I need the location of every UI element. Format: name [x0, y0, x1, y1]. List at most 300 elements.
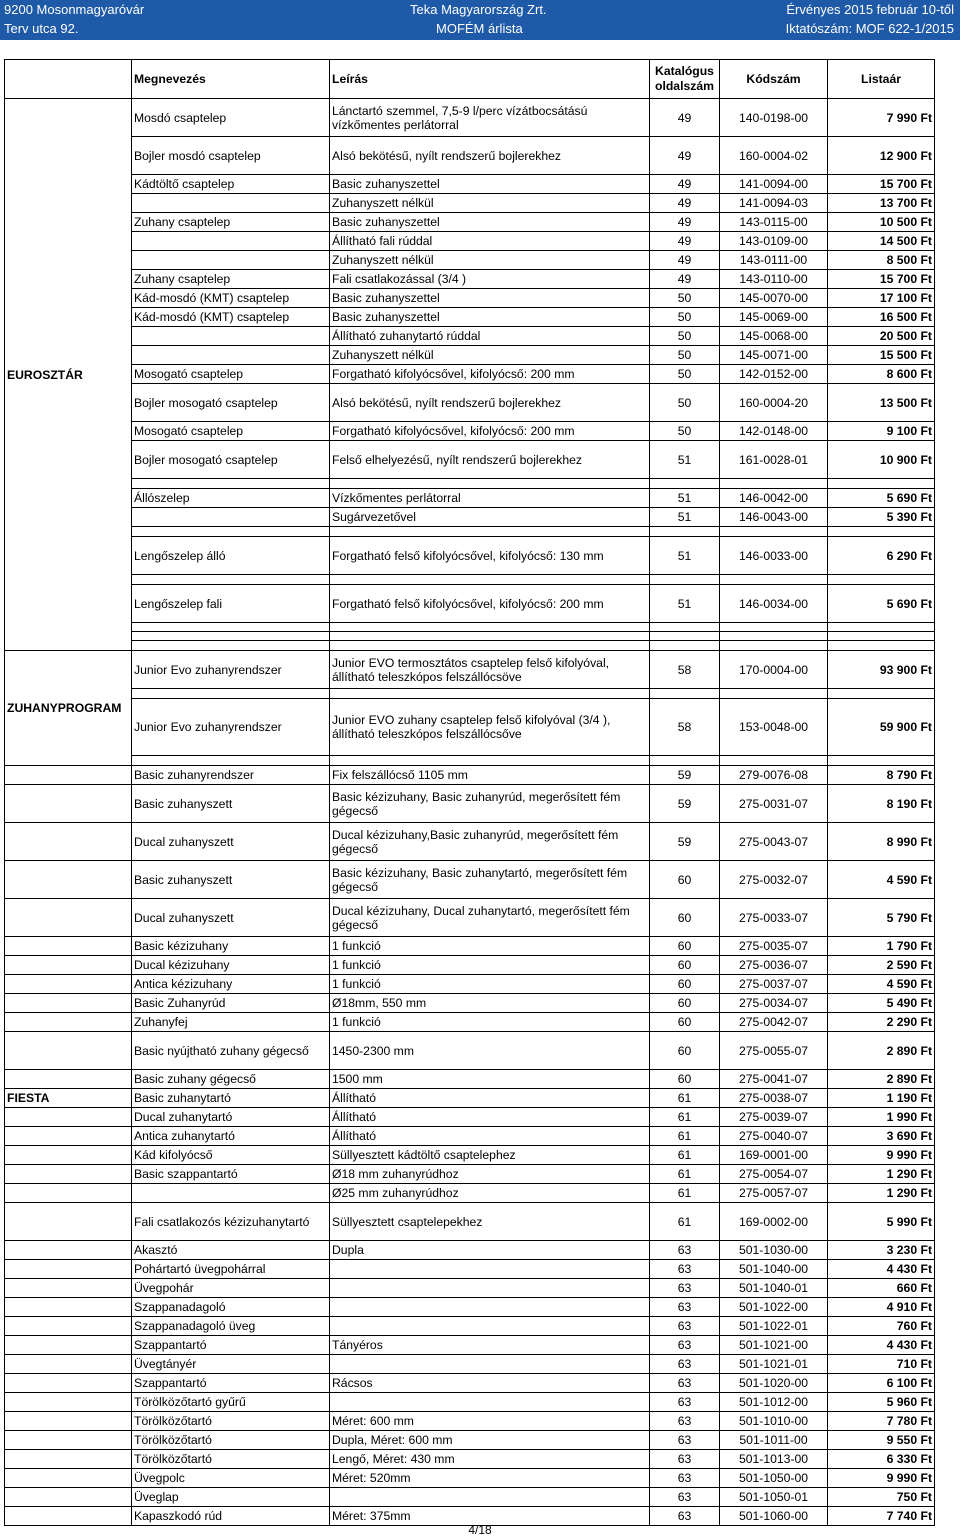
section-cell [5, 1203, 132, 1241]
item-description: Méret: 600 mm [330, 1412, 650, 1431]
list-price: 5 490 Ft [828, 994, 935, 1013]
section-cell [5, 1336, 132, 1355]
list-price: 660 Ft [828, 1279, 935, 1298]
section-cell [5, 899, 132, 937]
catalog-page: 50 [650, 327, 720, 346]
table-row [5, 441, 935, 479]
section-cell [5, 994, 132, 1013]
item-description: Junior EVO zuhany csaptelep felső kifolyóval (3/4 ), állítható teleszkópos felszállócsőve [330, 699, 650, 756]
table-row [5, 937, 935, 956]
catalog-page: 49 [650, 270, 720, 289]
catalog-page [650, 632, 720, 641]
item-name: Üveglap [132, 1488, 330, 1507]
item-name: Zuhanyfej [132, 1013, 330, 1032]
section-cell [5, 1184, 132, 1203]
product-code: 160-0004-20 [720, 384, 828, 422]
item-description: Forgatható felső kifolyócsővel, kifolyócső: 130 mm [330, 537, 650, 575]
table-row [5, 194, 935, 213]
list-price: 1 190 Ft [828, 1089, 935, 1108]
table-row [5, 1165, 935, 1184]
item-description: Állítható [330, 1108, 650, 1127]
catalog-page: 63 [650, 1488, 720, 1507]
product-code: 145-0069-00 [720, 308, 828, 327]
item-name: Állószelep [132, 489, 330, 508]
product-code: 275-0043-07 [720, 823, 828, 861]
table-row [5, 479, 935, 489]
item-name [132, 689, 330, 699]
section-cell [5, 1317, 132, 1336]
section-cell [5, 1412, 132, 1431]
section-label: FIESTA [5, 1089, 132, 1108]
product-code: 142-0148-00 [720, 422, 828, 441]
list-price: 17 100 Ft [828, 289, 935, 308]
section-cell [5, 1374, 132, 1393]
catalog-page [650, 527, 720, 537]
item-name: Basic szappantartó [132, 1165, 330, 1184]
item-name: Ducal zuhanyszett [132, 899, 330, 937]
product-code: 501-1060-00 [720, 1507, 828, 1526]
item-description: Lengő, Méret: 430 mm [330, 1450, 650, 1469]
catalog-page: 63 [650, 1241, 720, 1260]
catalog-page: 60 [650, 899, 720, 937]
table-row [5, 994, 935, 1013]
item-name: Fali csatlakozós kézizuhanytartó [132, 1203, 330, 1241]
item-description: Alsó bekötésű, nyílt rendszerű bojlerekhez [330, 384, 650, 422]
table-row [5, 785, 935, 823]
list-price: 8 600 Ft [828, 365, 935, 384]
item-description: Forgatható felső kifolyócsővel, kifolyócső: 200 mm [330, 585, 650, 623]
table-row [5, 1469, 935, 1488]
reference-number: Iktatószám: MOF 622-1/2015 [785, 21, 954, 36]
catalog-page: 50 [650, 422, 720, 441]
item-name: Bojler mosdó csaptelep [132, 137, 330, 175]
item-description: Zuhanyszett nélkül [330, 251, 650, 270]
product-code: 145-0068-00 [720, 327, 828, 346]
table-row [5, 422, 935, 441]
item-name: Üvegpohár [132, 1279, 330, 1298]
header-list-price: Listaár [828, 60, 935, 99]
product-code: 275-0038-07 [720, 1089, 828, 1108]
product-code: 275-0055-07 [720, 1032, 828, 1070]
company-name: Teka Magyarország Zrt. [410, 2, 547, 17]
catalog-page: 61 [650, 1165, 720, 1184]
catalog-page: 63 [650, 1507, 720, 1526]
table-row [5, 1450, 935, 1469]
item-description: Junior EVO termosztátos csaptelep felső kifolyóval, állítható teleszkópos felszállócsöve [330, 651, 650, 689]
section-label: EUROSZTÁR [5, 99, 132, 651]
catalog-page: 50 [650, 384, 720, 422]
table-row [5, 1298, 935, 1317]
list-price: 15 700 Ft [828, 270, 935, 289]
item-description: 1 funkció [330, 956, 650, 975]
section-cell [5, 1013, 132, 1032]
table-row [5, 308, 935, 327]
item-description [330, 575, 650, 585]
table-row [5, 213, 935, 232]
item-description: 1450-2300 mm [330, 1032, 650, 1070]
catalog-page [650, 575, 720, 585]
table-row [5, 766, 935, 785]
table-row [5, 1203, 935, 1241]
section-cell [5, 956, 132, 975]
table-row [5, 1488, 935, 1507]
product-code: 501-1021-00 [720, 1336, 828, 1355]
table-row [5, 1317, 935, 1336]
table-row [5, 346, 935, 365]
item-name: Lengőszelep álló [132, 537, 330, 575]
catalog-page: 63 [650, 1450, 720, 1469]
table-row [5, 1108, 935, 1127]
catalog-page: 61 [650, 1089, 720, 1108]
list-price: 10 500 Ft [828, 213, 935, 232]
product-code: 169-0001-00 [720, 1146, 828, 1165]
list-price: 7 990 Ft [828, 99, 935, 137]
list-price: 8 790 Ft [828, 766, 935, 785]
product-code: 275-0039-07 [720, 1108, 828, 1127]
table-row [5, 537, 935, 575]
item-description: Basic kézizuhany, Basic zuhanyrúd, megerősített fém gégecső [330, 785, 650, 823]
item-name: Bojler mosogató csaptelep [132, 441, 330, 479]
item-name [132, 232, 330, 251]
item-name [132, 194, 330, 213]
item-description: 1 funkció [330, 975, 650, 994]
list-price: 9 100 Ft [828, 422, 935, 441]
product-code: 501-1022-00 [720, 1298, 828, 1317]
list-price: 15 700 Ft [828, 175, 935, 194]
section-cell [5, 1070, 132, 1089]
product-code: 143-0115-00 [720, 213, 828, 232]
product-code: 141-0094-00 [720, 175, 828, 194]
table-row [5, 327, 935, 346]
list-price: 1 990 Ft [828, 1108, 935, 1127]
product-code [720, 623, 828, 632]
catalog-page: 61 [650, 1127, 720, 1146]
table-row [5, 1374, 935, 1393]
catalog-page: 61 [650, 1203, 720, 1241]
item-name: Antica zuhanytartó [132, 1127, 330, 1146]
item-name: Szappantartó [132, 1336, 330, 1355]
product-code: 275-0032-07 [720, 861, 828, 899]
catalog-page: 60 [650, 1013, 720, 1032]
header-description: Leírás [330, 60, 650, 99]
item-name: Basic zuhanyszett [132, 785, 330, 823]
catalog-page: 63 [650, 1374, 720, 1393]
product-code [720, 527, 828, 537]
catalog-page: 63 [650, 1279, 720, 1298]
catalog-page: 58 [650, 651, 720, 689]
catalog-page: 59 [650, 823, 720, 861]
list-price: 6 100 Ft [828, 1374, 935, 1393]
item-name [132, 641, 330, 651]
catalog-page: 50 [650, 308, 720, 327]
item-name: Mosdó csaptelep [132, 99, 330, 137]
item-name: Ducal zuhanyszett [132, 823, 330, 861]
list-price: 4 590 Ft [828, 975, 935, 994]
item-name: Kád-mosdó (KMT) csaptelep [132, 289, 330, 308]
list-price: 20 500 Ft [828, 327, 935, 346]
catalog-page: 63 [650, 1336, 720, 1355]
list-price: 8 190 Ft [828, 785, 935, 823]
product-code: 275-0034-07 [720, 994, 828, 1013]
item-description: Fali csatlakozással (3/4 ) [330, 270, 650, 289]
item-description: Süllyesztett csaptelepekhez [330, 1203, 650, 1241]
catalog-page: 63 [650, 1393, 720, 1412]
table-row [5, 1127, 935, 1146]
product-code: 501-1050-01 [720, 1488, 828, 1507]
catalog-page: 63 [650, 1317, 720, 1336]
item-description [330, 1298, 650, 1317]
item-name: Szappantartó [132, 1374, 330, 1393]
section-cell [5, 1393, 132, 1412]
item-description: Lánctartó szemmel, 7,5-9 l/perc vízátbocsátású vízkőmentes perlátorral [330, 99, 650, 137]
catalog-page: 49 [650, 137, 720, 175]
pricelist-title: MOFÉM árlista [436, 21, 523, 36]
list-price: 3 690 Ft [828, 1127, 935, 1146]
catalog-page: 63 [650, 1431, 720, 1450]
page-number: 4/18 [468, 1523, 492, 1537]
product-code: 501-1020-00 [720, 1374, 828, 1393]
item-description: Basic zuhanyszettel [330, 175, 650, 194]
section-cell [5, 1298, 132, 1317]
item-description: Fix felszállócső 1105 mm [330, 766, 650, 785]
table-row [5, 270, 935, 289]
section-cell [5, 1146, 132, 1165]
table-row [5, 175, 935, 194]
item-name: Kapaszkodó rúd [132, 1507, 330, 1526]
list-price [828, 632, 935, 641]
item-name: Junior Evo zuhanyrendszer [132, 699, 330, 756]
product-code [720, 756, 828, 766]
list-price: 14 500 Ft [828, 232, 935, 251]
item-description: Ducal kézizuhany,Basic zuhanyrúd, megerősített fém gégecső [330, 823, 650, 861]
table-row [5, 575, 935, 585]
catalog-page: 49 [650, 213, 720, 232]
item-name [132, 346, 330, 365]
item-name: Szappanadagoló [132, 1298, 330, 1317]
item-name [132, 527, 330, 537]
catalog-page: 51 [650, 537, 720, 575]
item-description: Méret: 520mm [330, 1469, 650, 1488]
list-price: 9 990 Ft [828, 1146, 935, 1165]
product-code: 142-0152-00 [720, 365, 828, 384]
product-code: 501-1050-00 [720, 1469, 828, 1488]
item-description [330, 1488, 650, 1507]
product-code: 146-0043-00 [720, 508, 828, 527]
item-name: Zuhany csaptelep [132, 213, 330, 232]
section-cell [5, 1165, 132, 1184]
company-street: Terv utca 92. [4, 21, 79, 36]
table-row [5, 1241, 935, 1260]
header-catalog-page: Katalógus oldalszám [650, 60, 720, 99]
item-name: Kád kifolyócső [132, 1146, 330, 1165]
item-name: Basic zuhanytartó [132, 1089, 330, 1108]
list-price: 16 500 Ft [828, 308, 935, 327]
item-description: 1 funkció [330, 937, 650, 956]
item-name: Basic zuhanyrendszer [132, 766, 330, 785]
product-code [720, 479, 828, 489]
catalog-page [650, 479, 720, 489]
item-description: Forgatható kifolyócsővel, kifolyócső: 200 mm [330, 365, 650, 384]
catalog-page: 60 [650, 1070, 720, 1089]
table-row [5, 1336, 935, 1355]
list-price: 13 700 Ft [828, 194, 935, 213]
list-price: 5 690 Ft [828, 489, 935, 508]
section-cell [5, 937, 132, 956]
list-price: 15 500 Ft [828, 346, 935, 365]
section-cell [5, 861, 132, 899]
item-description: Vízkőmentes perlátorral [330, 489, 650, 508]
table-row [5, 585, 935, 623]
item-name: Mosogató csaptelep [132, 422, 330, 441]
item-description: Basic zuhanyszettel [330, 213, 650, 232]
list-price: 2 590 Ft [828, 956, 935, 975]
section-cell [5, 823, 132, 861]
item-name: Basic zuhanyszett [132, 861, 330, 899]
list-price: 5 390 Ft [828, 508, 935, 527]
catalog-page: 60 [650, 1032, 720, 1070]
table-row [5, 823, 935, 861]
section-cell [5, 1241, 132, 1260]
catalog-page [650, 689, 720, 699]
item-name: Antica kézizuhany [132, 975, 330, 994]
list-price: 1 290 Ft [828, 1165, 935, 1184]
item-description [330, 527, 650, 537]
item-name [132, 508, 330, 527]
product-code: 279-0076-08 [720, 766, 828, 785]
table-row [5, 1279, 935, 1298]
validity-date: Érvényes 2015 február 10-től [786, 2, 954, 17]
item-name: Törölközőtartó [132, 1450, 330, 1469]
item-name: Junior Evo zuhanyrendszer [132, 651, 330, 689]
section-cell [5, 785, 132, 823]
table-row [5, 527, 935, 537]
item-name: Szappanadagoló üveg [132, 1317, 330, 1336]
item-name: Üvegtányér [132, 1355, 330, 1374]
section-cell [5, 1127, 132, 1146]
item-description: Basic zuhanyszettel [330, 289, 650, 308]
catalog-page: 49 [650, 99, 720, 137]
item-name: Pohártartó üvegpohárral [132, 1260, 330, 1279]
header-name: Megnevezés [132, 60, 330, 99]
item-description [330, 1355, 650, 1374]
table-row [5, 99, 935, 137]
table-row [5, 232, 935, 251]
list-price: 6 330 Ft [828, 1450, 935, 1469]
catalog-page: 51 [650, 441, 720, 479]
list-price [828, 479, 935, 489]
header-section [5, 60, 132, 99]
item-name [132, 1184, 330, 1203]
item-name: Basic zuhany gégecső [132, 1070, 330, 1089]
product-code: 275-0035-07 [720, 937, 828, 956]
item-description: Basic zuhanyszettel [330, 308, 650, 327]
list-price [828, 756, 935, 766]
item-description [330, 632, 650, 641]
table-row [5, 1184, 935, 1203]
list-price: 8 990 Ft [828, 823, 935, 861]
catalog-page: 61 [650, 1108, 720, 1127]
section-cell [5, 1488, 132, 1507]
list-price: 1 290 Ft [828, 1184, 935, 1203]
item-name: Zuhany csaptelep [132, 270, 330, 289]
item-name: Akasztó [132, 1241, 330, 1260]
item-description: Dupla, Méret: 600 mm [330, 1431, 650, 1450]
item-description: Ø18 mm zuhanyrúdhoz [330, 1165, 650, 1184]
item-description: Ø18mm, 550 mm [330, 994, 650, 1013]
list-price [828, 527, 935, 537]
catalog-page: 51 [650, 508, 720, 527]
product-code: 501-1040-01 [720, 1279, 828, 1298]
product-code: 501-1040-00 [720, 1260, 828, 1279]
item-description: Tányéros [330, 1336, 650, 1355]
product-code: 143-0111-00 [720, 251, 828, 270]
product-code: 275-0040-07 [720, 1127, 828, 1146]
table-row [5, 1013, 935, 1032]
catalog-page: 63 [650, 1355, 720, 1374]
list-price: 13 500 Ft [828, 384, 935, 422]
list-price: 1 790 Ft [828, 937, 935, 956]
item-name: Kád-mosdó (KMT) csaptelep [132, 308, 330, 327]
product-code: 275-0041-07 [720, 1070, 828, 1089]
catalog-page: 63 [650, 1298, 720, 1317]
catalog-page: 61 [650, 1146, 720, 1165]
table-row [5, 1146, 935, 1165]
list-price: 59 900 Ft [828, 699, 935, 756]
table-row [5, 137, 935, 175]
list-price [828, 575, 935, 585]
list-price: 6 290 Ft [828, 537, 935, 575]
catalog-page: 49 [650, 194, 720, 213]
item-description [330, 689, 650, 699]
list-price: 750 Ft [828, 1488, 935, 1507]
catalog-page: 60 [650, 994, 720, 1013]
product-code: 160-0004-02 [720, 137, 828, 175]
table-row [5, 861, 935, 899]
catalog-page [650, 641, 720, 651]
product-code: 501-1022-01 [720, 1317, 828, 1336]
product-code: 275-0037-07 [720, 975, 828, 994]
table-row [5, 1070, 935, 1089]
list-price: 3 230 Ft [828, 1241, 935, 1260]
item-name: Ducal zuhanytartó [132, 1108, 330, 1127]
table-row [5, 1355, 935, 1374]
catalog-page: 60 [650, 937, 720, 956]
table-row [5, 899, 935, 937]
catalog-page [650, 756, 720, 766]
catalog-page: 63 [650, 1412, 720, 1431]
list-price: 710 Ft [828, 1355, 935, 1374]
item-name [132, 575, 330, 585]
table-row [5, 1393, 935, 1412]
item-description: 1500 mm [330, 1070, 650, 1089]
product-code: 170-0004-00 [720, 651, 828, 689]
section-cell [5, 1355, 132, 1374]
item-description [330, 1317, 650, 1336]
item-name: Kádtöltő csaptelep [132, 175, 330, 194]
catalog-page: 59 [650, 785, 720, 823]
item-description: Állítható [330, 1127, 650, 1146]
catalog-page: 60 [650, 861, 720, 899]
item-name [132, 251, 330, 270]
catalog-page: 58 [650, 699, 720, 756]
item-description [330, 479, 650, 489]
table-row [5, 1412, 935, 1431]
product-code: 275-0036-07 [720, 956, 828, 975]
item-description: Zuhanyszett nélkül [330, 346, 650, 365]
list-price: 4 430 Ft [828, 1336, 935, 1355]
list-price: 4 910 Ft [828, 1298, 935, 1317]
item-name [132, 479, 330, 489]
